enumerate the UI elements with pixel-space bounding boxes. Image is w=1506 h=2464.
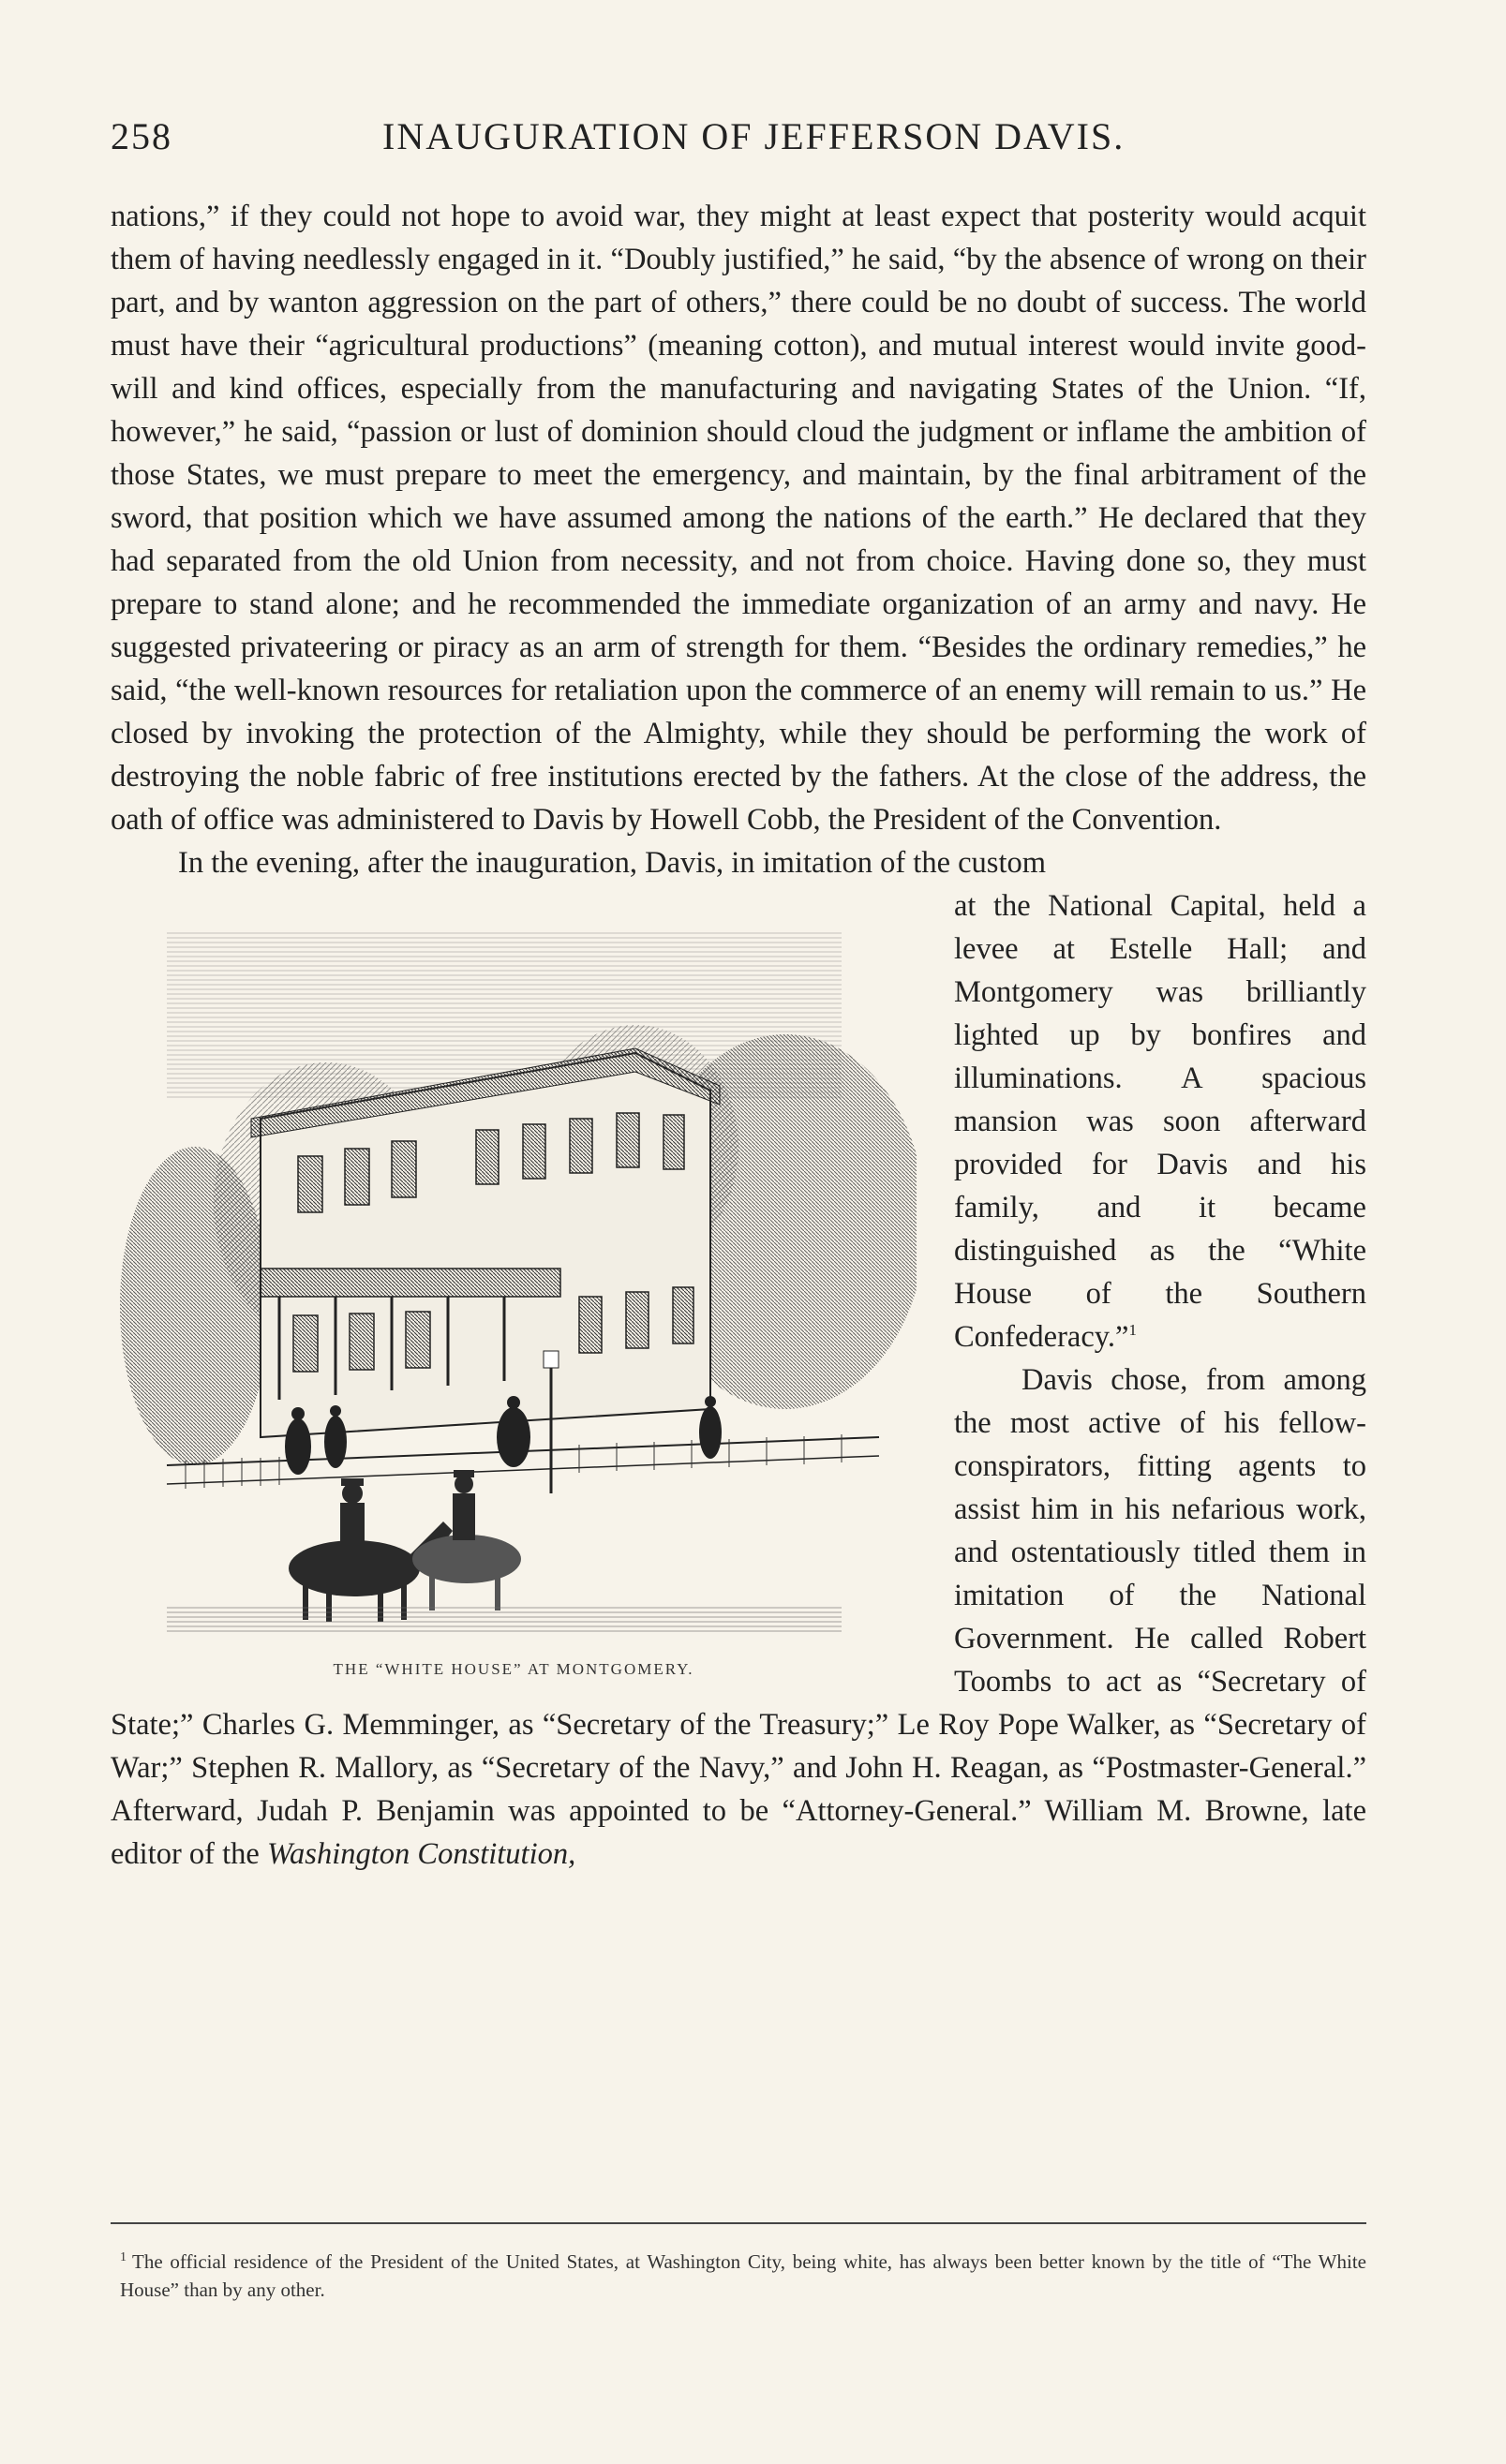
footnote-rule (111, 2222, 1366, 2224)
paragraph-3-text: Davis chose, from among the most active of his fellow-conspirators, fitting agents to assist him in his nefarious work, and ostentatiously titled them in imitation of the National Government. He called Robert Toombs to act as “Secretary of State;” Charles G. Memminger, as “Secretary of the Treasury;” Le Roy Pope Walker, as “Secretary of War;” Stephen R. Mallory, as “Secretary of the Navy,” and John H. Reagan, as “Postmaster-General.” Afterward, Judah P. Benjamin was appointed to be “Attorney-General.” William M. Browne, late editor of the (111, 1363, 1366, 1871)
figure-caption: THE “WHITE HOUSE” AT MONTGOMERY. (333, 1660, 694, 1678)
paragraph-2-text: at the National Capital, held a levee at Estelle Hall; and Montgomery was brilliantly lighted up by bonfires and illuminations. A spacious mansion was soon afterward provided for Davis and his family, and it became distinguished as the “White House of the Southern Confederacy.” (954, 889, 1366, 1354)
page-number: 258 (111, 115, 172, 157)
footnote (120, 2244, 1366, 2304)
paragraph-1: nations,” if they could not hope to avoid war, they might at least expect that posterity would acquit them of having needlessly engaged in it. “Doubly justified,” he said, “by the absence of wrong on their part, and by wanton aggression on the part of others,” there could be no doubt of success. The world must have their “agricultural productions” (meaning cotton), and mutual interest would invite good-will and kind offices, especially from the manufacturing and navigating States of the Union. “If, however,” he said, “passion or lust of dominion should cloud the judgment or inflame the ambition of those States, we must prepare to meet the emergency, and maintain, by the final arbitrament of the sword, that position which we have assumed among the nations of the earth.” He declared that they had separated from the old Union from necessity, and not from choice. Having done so, they must prepare to stand alone; and he recommended the immediate organization of an army and navy. He suggested privateering or piracy as an arm of strength for them. “Besides the ordinary remedies,” he said, “the well-known resources for retaliation upon the commerce of an enemy will remain to us.” He closed by invoking the protection of the Almighty, while they should be performing the work of destroying the noble fabric of free institutions erected by the fathers. At the close of the address, the oath of office was administered to Davis by Howell Cobb, the President of the Convention. (111, 200, 1366, 837)
footnote-text: The official residence of the President of the United States, at Washington City, being white, has always been better known by the title of “The White House” than by any other. (120, 2250, 1366, 2301)
engraving-image (111, 913, 917, 1643)
page-header (111, 114, 1366, 171)
footnote-reference: 1 (1128, 1321, 1137, 1340)
main-text (111, 195, 1366, 1876)
running-title: INAUGURATION OF JEFFERSON DAVIS. (382, 115, 1126, 157)
footnote-mark: 1 (120, 2250, 127, 2264)
white-house-illustration (111, 884, 917, 1681)
paragraph-2-lead: In the evening, after the inauguration, Davis, in imitation of the custom (178, 846, 1047, 880)
newspaper-title: Washington Constitution, (266, 1837, 576, 1871)
